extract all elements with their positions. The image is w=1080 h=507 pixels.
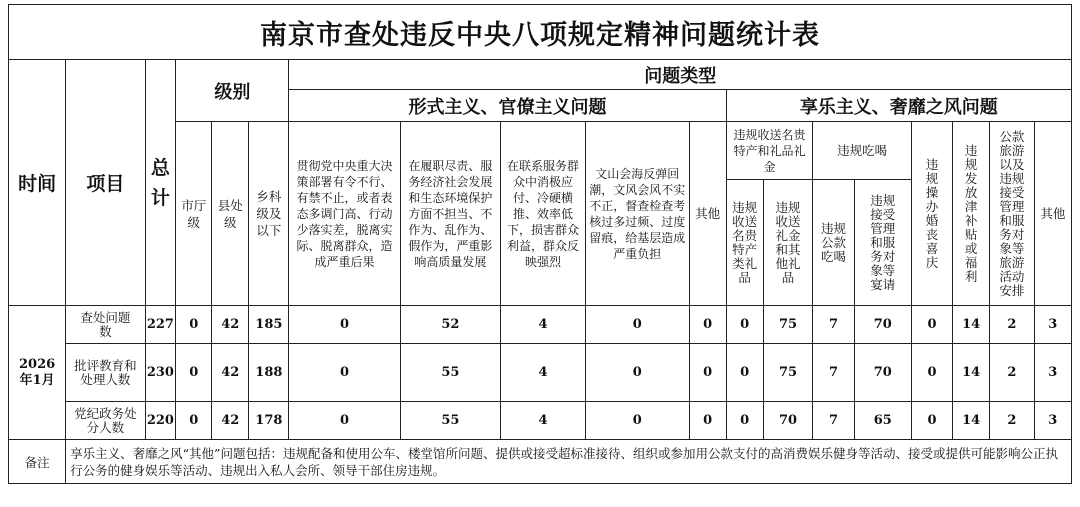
value-cell: 42 bbox=[212, 344, 249, 402]
value-cell: 75 bbox=[763, 344, 813, 402]
value-cell: 185 bbox=[249, 306, 289, 344]
time-header: 时间 bbox=[9, 60, 66, 306]
value-cell: 2 bbox=[990, 344, 1034, 402]
value-cell: 3 bbox=[1034, 344, 1071, 402]
value-cell: 75 bbox=[763, 306, 813, 344]
hedonism-col-travel bbox=[990, 122, 1034, 306]
value-cell: 0 bbox=[689, 344, 726, 402]
value-cell: 42 bbox=[212, 306, 249, 344]
value-cell: 0 bbox=[689, 306, 726, 344]
value-cell: 0 bbox=[585, 344, 689, 402]
table-row bbox=[9, 306, 1072, 344]
value-cell: 230 bbox=[145, 344, 176, 402]
value-cell: 0 bbox=[585, 402, 689, 440]
value-cell: 14 bbox=[953, 344, 990, 402]
row-label-text: 批评教育和处理人数 bbox=[74, 357, 137, 387]
value-cell: 70 bbox=[763, 402, 813, 440]
value-cell: 0 bbox=[726, 402, 763, 440]
level-header: 级别 bbox=[176, 60, 289, 122]
value-cell: 0 bbox=[289, 306, 400, 344]
value-cell: 0 bbox=[289, 402, 400, 440]
hedonism-col-wedding bbox=[911, 122, 952, 306]
value-cell: 65 bbox=[854, 402, 911, 440]
statistics-table-page bbox=[8, 4, 1072, 488]
value-cell: 7 bbox=[813, 344, 854, 402]
gifts-sub-money bbox=[763, 180, 813, 306]
value-cell: 0 bbox=[726, 306, 763, 344]
gifts-sub-specialty-text: 违规收送名贵特产类礼品 bbox=[732, 199, 758, 285]
level-township-text: 乡科级及以下 bbox=[256, 189, 282, 238]
value-cell: 0 bbox=[176, 402, 212, 440]
total-header-text: 总计 bbox=[150, 156, 170, 209]
hedonism-col-subsidy-text: 违规发放津补贴或福利 bbox=[964, 142, 978, 284]
level-city-header bbox=[176, 122, 212, 306]
value-cell: 178 bbox=[249, 402, 289, 440]
hedonism-col-other: 其他 bbox=[1034, 122, 1071, 306]
gifts-header: 违规收送名贵特产和礼品礼金 bbox=[726, 122, 813, 180]
value-cell: 3 bbox=[1034, 306, 1071, 344]
value-cell: 14 bbox=[953, 402, 990, 440]
value-cell: 42 bbox=[212, 402, 249, 440]
value-cell: 7 bbox=[813, 402, 854, 440]
value-cell: 0 bbox=[726, 344, 763, 402]
formalism-col-3: 在联系服务群众中消极应付、冷硬横推、效率低下，损害群众利益，群众反映强烈 bbox=[501, 122, 586, 306]
time-cell-text: 2026年1月 bbox=[18, 356, 56, 388]
formalism-col-2: 在履职尽责、服务经济社会发展和生态环境保护方面不担当、不作为、乱作为、假作为，严重影响高质量发展 bbox=[400, 122, 501, 306]
eating-sub-banquet bbox=[854, 180, 911, 306]
value-cell: 0 bbox=[585, 306, 689, 344]
value-cell: 0 bbox=[689, 402, 726, 440]
eating-header: 违规吃喝 bbox=[813, 122, 911, 180]
value-cell: 220 bbox=[145, 402, 176, 440]
value-cell: 0 bbox=[289, 344, 400, 402]
value-cell: 14 bbox=[953, 306, 990, 344]
row-label bbox=[66, 402, 145, 440]
value-cell: 227 bbox=[145, 306, 176, 344]
problem-type-header: 问题类型 bbox=[289, 60, 1072, 90]
formalism-col-other: 其他 bbox=[689, 122, 726, 306]
gifts-sub-specialty bbox=[726, 180, 763, 306]
value-cell: 55 bbox=[400, 344, 501, 402]
formalism-col-1: 贯彻党中央重大决策部署有令不行、有禁不止，或者表态多调门高、行动少落实差，脱离实际、脱离群众，造成严重后果 bbox=[289, 122, 400, 306]
eating-sub-banquet-text: 违规接受管理和服务对象等宴请 bbox=[870, 192, 896, 292]
note-text: 享乐主义、奢靡之风“其他”问题包括：违规配备和使用公车、楼堂馆所问题、提供或接受超标准接待、组织或参加用公款支付的高消费娱乐健身等活动、接受或提供可能影响公正执行公务的健身娱乐等活动、违规出入私人会所、领导干部住房违规。 bbox=[66, 440, 1072, 484]
table-row bbox=[9, 344, 1072, 402]
value-cell: 0 bbox=[176, 344, 212, 402]
value-cell: 3 bbox=[1034, 402, 1071, 440]
value-cell: 70 bbox=[854, 344, 911, 402]
value-cell: 188 bbox=[249, 344, 289, 402]
note-label: 备注 bbox=[9, 440, 66, 484]
hedonism-col-travel-text: 公款旅游以及违规接受管理和服务对象等旅游活动安排 bbox=[999, 128, 1025, 298]
value-cell: 55 bbox=[400, 402, 501, 440]
note-row bbox=[9, 440, 1072, 484]
row-label bbox=[66, 306, 145, 344]
value-cell: 70 bbox=[854, 306, 911, 344]
hedonism-col-wedding-text: 违规操办婚丧喜庆 bbox=[925, 156, 939, 270]
table-title: 南京市查处违反中央八项规定精神问题统计表 bbox=[9, 5, 1072, 60]
row-label-text: 查处问题数 bbox=[80, 309, 131, 339]
formalism-header: 形式主义、官僚主义问题 bbox=[289, 90, 726, 122]
value-cell: 0 bbox=[911, 344, 952, 402]
value-cell: 2 bbox=[990, 306, 1034, 344]
eating-sub-public-text: 违规公款吃喝 bbox=[821, 220, 847, 264]
value-cell: 4 bbox=[501, 306, 586, 344]
table-row bbox=[9, 402, 1072, 440]
time-cell bbox=[9, 306, 66, 440]
hedonism-header: 享乐主义、奢靡之风问题 bbox=[726, 90, 1071, 122]
level-city-text: 市厅级 bbox=[181, 197, 207, 230]
value-cell: 0 bbox=[176, 306, 212, 344]
value-cell: 4 bbox=[501, 402, 586, 440]
gifts-sub-money-text: 违规收送礼金和其他礼品 bbox=[775, 199, 801, 285]
row-label-text: 党纪政务处分人数 bbox=[74, 405, 137, 435]
hedonism-col-subsidy bbox=[953, 122, 990, 306]
value-cell: 52 bbox=[400, 306, 501, 344]
value-cell: 0 bbox=[911, 306, 952, 344]
eating-sub-public bbox=[813, 180, 854, 306]
item-header: 项目 bbox=[66, 60, 145, 306]
level-township-header bbox=[249, 122, 289, 306]
value-cell: 2 bbox=[990, 402, 1034, 440]
total-header bbox=[145, 60, 176, 306]
level-county-header: 县处级 bbox=[212, 122, 249, 306]
value-cell: 4 bbox=[501, 344, 586, 402]
statistics-table bbox=[8, 4, 1072, 484]
value-cell: 7 bbox=[813, 306, 854, 344]
value-cell: 0 bbox=[911, 402, 952, 440]
row-label bbox=[66, 344, 145, 402]
formalism-col-4: 文山会海反弹回潮，文风会风不实不正，督查检查考核过多过频、过度留痕，给基层造成严重负担 bbox=[585, 122, 689, 306]
